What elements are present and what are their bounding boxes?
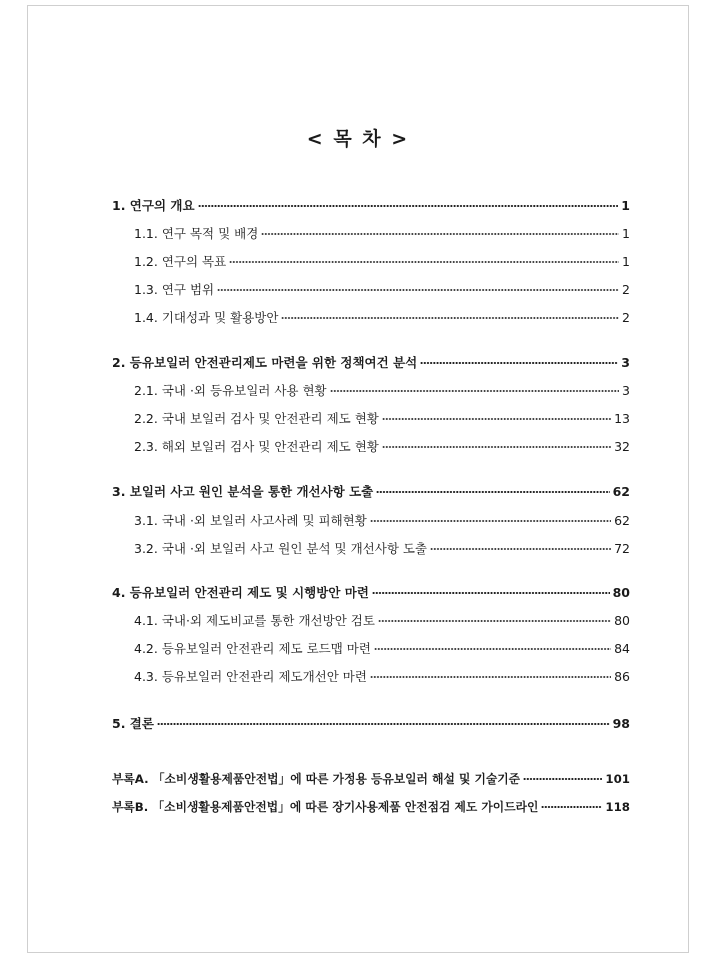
toc-page-number: 2: [622, 310, 630, 325]
toc-section-1-4[interactable]: [134, 308, 630, 328]
toc-section-label: 1.3. 연구 범위: [134, 282, 215, 297]
toc-section-1-3[interactable]: [134, 280, 630, 300]
toc-page-number: 72: [614, 541, 630, 556]
dot-leader: [229, 261, 619, 263]
dot-leader: [541, 806, 602, 808]
toc-section-label: 1.2. 연구의 목표: [134, 254, 227, 269]
toc-section-label: 4.1. 국내·외 제도비교를 통한 개선방안 검토: [134, 613, 375, 628]
dot-leader: [370, 676, 611, 678]
dot-leader: [523, 778, 602, 780]
toc-appendix-label: 부록A. 「소비생활용제품안전법」에 따른 가정용 등유보일러 해설 및 기술기준: [112, 772, 521, 786]
toc-section-3-1[interactable]: [134, 511, 630, 531]
toc-page-number: 80: [612, 585, 630, 600]
toc-section-label: 4.3. 등유보일러 안전관리 제도개선안 마련: [134, 669, 367, 684]
dot-leader: [372, 592, 610, 594]
dot-leader: [374, 648, 611, 650]
toc-page-number: 62: [612, 484, 630, 499]
toc-page-number: 3: [621, 355, 630, 370]
toc-title: < 목 차 >: [306, 128, 410, 150]
toc-page-number: 1: [621, 198, 630, 213]
toc-chapter-label: 1. 연구의 개요: [112, 198, 195, 213]
dot-leader: [330, 390, 619, 392]
dot-leader: [261, 233, 619, 235]
toc-page-number: 86: [614, 669, 630, 684]
toc-chapter-3[interactable]: [112, 482, 630, 502]
toc-appendix-label: 부록B. 「소비생활용제품안전법」에 따른 장기사용제품 안전점검 제도 가이드라인: [112, 800, 539, 814]
toc-section-label: 1.4. 기대성과 및 활용방안: [134, 310, 279, 325]
toc-section-4-3[interactable]: [134, 667, 630, 687]
toc-chapter-label: 4. 등유보일러 안전관리 제도 및 시행방안 마련: [112, 585, 369, 600]
toc-section-label: 4.2. 등유보일러 안전관리 제도 로드맵 마련: [134, 641, 371, 656]
toc-section-label: 2.2. 국내 보일러 검사 및 안전관리 제도 현황: [134, 411, 379, 426]
dot-leader: [420, 362, 618, 364]
toc-chapter-4[interactable]: [112, 583, 630, 603]
document-page: [27, 5, 689, 953]
toc-page-number: 1: [622, 254, 630, 269]
dot-leader: [378, 620, 611, 622]
toc-section-label: 2.1. 국내 ·외 등유보일러 사용 현황: [134, 383, 327, 398]
dot-leader: [157, 723, 610, 725]
toc-chapter-1[interactable]: [112, 196, 630, 216]
toc-section-4-1[interactable]: [134, 611, 630, 631]
dot-leader: [198, 205, 619, 207]
toc-section-label: 3.1. 국내 ·외 보일러 사고사례 및 피해현황: [134, 513, 367, 528]
toc-section-2-3[interactable]: [134, 437, 630, 457]
toc-page-number: 32: [614, 439, 630, 454]
toc-chapter-5[interactable]: [112, 714, 630, 734]
dot-leader: [376, 491, 609, 493]
toc-section-label: 2.3. 해외 보일러 검사 및 안전관리 제도 현황: [134, 439, 379, 454]
dot-leader: [430, 548, 611, 550]
dot-leader: [382, 418, 611, 420]
dot-leader: [217, 289, 619, 291]
dot-leader: [370, 520, 611, 522]
toc-appendix-a[interactable]: [112, 769, 630, 789]
toc-section-1-1[interactable]: [134, 224, 630, 244]
toc-page-number: 62: [614, 513, 630, 528]
toc-page-number: 1: [622, 226, 630, 241]
toc-section-label: 1.1. 연구 목적 및 배경: [134, 226, 259, 241]
toc-page-number: 2: [622, 282, 630, 297]
toc-appendix-b[interactable]: [112, 797, 630, 817]
toc-chapter-label: 2. 등유보일러 안전관리제도 마련을 위한 정책여건 분석: [112, 355, 418, 370]
dot-leader: [281, 317, 619, 319]
toc-chapter-2[interactable]: [112, 353, 630, 373]
toc-page-number: 101: [605, 772, 630, 786]
toc-section-4-2[interactable]: [134, 639, 630, 659]
toc-page-number: 13: [614, 411, 630, 426]
toc-page-number: 80: [614, 613, 630, 628]
toc-page-number: 84: [614, 641, 630, 656]
toc-chapter-label: 5. 결론: [112, 716, 154, 731]
toc-section-label: 3.2. 국내 ·외 보일러 사고 원인 분석 및 개선사항 도출: [134, 541, 428, 556]
toc-section-3-2[interactable]: [134, 539, 630, 559]
toc-page-number: 118: [605, 800, 630, 814]
toc-section-2-2[interactable]: [134, 409, 630, 429]
toc-page-number: 98: [612, 716, 630, 731]
toc-page-number: 3: [622, 383, 630, 398]
toc-chapter-label: 3. 보일러 사고 원인 분석을 통한 개선사항 도출: [112, 484, 374, 499]
dot-leader: [382, 446, 611, 448]
toc-section-1-2[interactable]: [134, 252, 630, 272]
toc-section-2-1[interactable]: [134, 381, 630, 401]
